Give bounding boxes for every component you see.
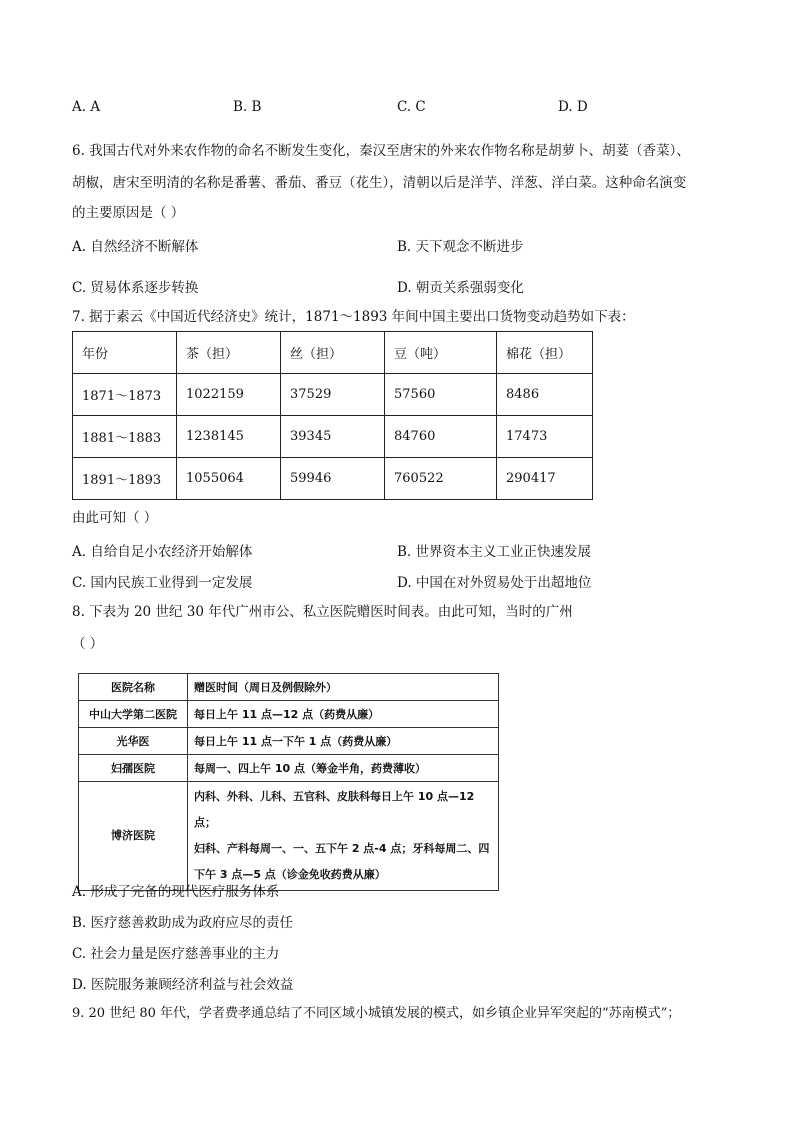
table-row — [79, 701, 499, 728]
table-row — [79, 755, 499, 782]
table-row — [79, 728, 499, 755]
table-cell: 59946 — [281, 458, 385, 500]
q6-option-a: A. 自然经济不断解体 — [72, 239, 199, 255]
table-cell: 1891～1893 — [73, 458, 177, 500]
header-cell: 医院名称 — [79, 674, 188, 701]
cell-line: 内科、外科、儿科、五官科、皮肤科每日上午 10 点—12 点； — [194, 790, 475, 829]
q9-stem: 9. 20 世纪 80 年代，学者费孝通总结了不同区域小城镇发展的模式，如乡镇企业异军突起的“苏南模式”； — [72, 1006, 681, 1021]
q8-option-c: C. 社会力量是医疗慈善事业的主力 — [72, 946, 280, 962]
table-cell: 84760 — [385, 416, 497, 458]
table-cell: 37529 — [281, 374, 385, 416]
q7-option-b: B. 世界资本主义工业正快速发展 — [397, 544, 592, 560]
table-cell: 760522 — [385, 458, 497, 500]
table-cell: 每周一、四上午 10 点（筹金半角，药费薄收） — [188, 755, 499, 782]
q8-option-a: A. 形成了完备的现代医疗服务体系 — [72, 884, 280, 900]
q5-option-a: A. A — [72, 99, 101, 115]
q7-option-a: A. 自给自足小农经济开始解体 — [72, 544, 253, 560]
q6-stem-line-1: 6. 我国古代对外来农作物的命名不断发生变化，秦汉至唐宋的外来农作物名称是胡萝卜、胡荽（香菜）、 — [72, 143, 690, 159]
q8-hospital-table — [78, 673, 499, 891]
q6-option-d: D. 朝贡关系强弱变化 — [397, 280, 524, 296]
table-cell: 1055064 — [177, 458, 281, 500]
q7-export-table — [72, 331, 593, 500]
header-cell: 赠医时间（周日及例假除外） — [188, 674, 499, 701]
q5-option-d: D. D — [558, 99, 588, 115]
q7-option-c: C. 国内民族工业得到一定发展 — [72, 575, 253, 591]
table-cell: 妇孺医院 — [79, 755, 188, 782]
table-cell: 每日上午 11 点—12 点（药费从廉） — [188, 701, 499, 728]
table-cell: 57560 — [385, 374, 497, 416]
q7-after-text: 由此可知（ ） — [72, 510, 158, 526]
q7-option-d: D. 中国在对外贸易处于出超地位 — [397, 575, 592, 591]
table-cell: 1881～1883 — [73, 416, 177, 458]
table-cell: 1022159 — [177, 374, 281, 416]
q6-option-b: B. 天下观念不断进步 — [397, 239, 524, 255]
table-cell: 8486 — [497, 374, 593, 416]
header-cell: 丝（担） — [281, 332, 385, 374]
table-cell: 17473 — [497, 416, 593, 458]
header-cell: 棉花（担） — [497, 332, 593, 374]
table-cell: 中山大学第二医院 — [79, 701, 188, 728]
q8-option-b: B. 医疗慈善救助成为政府应尽的责任 — [72, 915, 294, 931]
table-cell: 39345 — [281, 416, 385, 458]
table-cell: 光华医 — [79, 728, 188, 755]
table-cell: 博济医院 — [79, 782, 188, 891]
header-cell: 豆（吨） — [385, 332, 497, 374]
cell-line: 下午 3 点—5 点（诊金免收药费从廉） — [194, 868, 386, 881]
q5-option-c: C. C — [397, 99, 426, 115]
header-cell: 茶（担） — [177, 332, 281, 374]
table-header-row — [73, 332, 593, 374]
q5-option-b: B. B — [233, 99, 262, 115]
table-cell: 每日上午 11 点一下午 1 点（药费从廉） — [188, 728, 499, 755]
table-header-row — [79, 674, 499, 701]
table-cell-multiline — [188, 782, 499, 891]
q7-stem: 7. 据于素云《中国近代经济史》统计，1871～1893 年间中国主要出口货物变动趋势如下表： — [72, 309, 635, 325]
q8-paren: （ ） — [72, 636, 104, 652]
table-row — [73, 458, 593, 500]
q6-stem-line-2: 胡椒，唐宋至明清的名称是番薯、番茄、番豆（花生），清朝以后是洋芋、洋葱、洋白菜。这种命名演变 — [72, 175, 687, 191]
table-row — [73, 416, 593, 458]
cell-line: 妇科、产科每周一、一、五下午 2 点-4 点；牙科每周二、四 — [194, 842, 490, 855]
header-cell: 年份 — [73, 332, 177, 374]
table-cell: 290417 — [497, 458, 593, 500]
q8-option-d: D. 医院服务兼顾经济利益与社会效益 — [72, 977, 294, 993]
q6-option-c: C. 贸易体系逐步转换 — [72, 280, 199, 296]
table-cell: 1238145 — [177, 416, 281, 458]
q8-stem: 8. 下表为 20 世纪 30 年代广州市公、私立医院赠医时间表。由此可知，当时的广州 — [72, 604, 573, 620]
table-cell: 1871～1873 — [73, 374, 177, 416]
q6-stem-line-3: 的主要原因是（ ） — [72, 205, 185, 221]
table-row — [73, 374, 593, 416]
table-row — [79, 782, 499, 891]
